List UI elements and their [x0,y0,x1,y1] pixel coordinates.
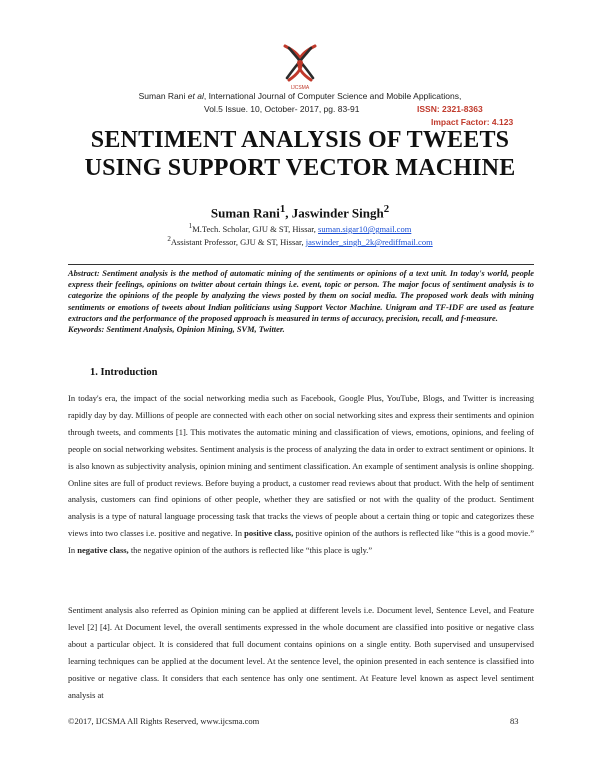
abstract-text: Sentiment analysis is the method of automatic mining of the sentiments or opinions of a text unit. In today's world, people express their feelings, opinions on twitter about certain things i.e. event, topic or person. The major focus of sentiment analysis is to categorize the opinions of the people by analyzing the views posted by them on social media. The proposed work deals with mining sentiments or emotions of tweets about Indian politicians using Support Vector Machine. Unigram and TF-IDF are used as feature extractors and the performance of the proposed approach is measured in terms of accuracy, precision, recall, and f-measure. [68,269,534,323]
author-separator: , [285,205,292,221]
paper-title [0,126,600,182]
impact-factor: Impact Factor: 4.123 [431,117,514,127]
footer-copyright: ©2017, IJCSMA All Rights Reserved, www.ijcsma.com [68,716,260,726]
title-line-2: USING SUPPORT VECTOR MACHINE [84,155,516,181]
logo-caption: IJCSMA [290,85,310,91]
journal-logo-icon [275,38,325,86]
volume-line: Vol.5 Issue. 10, October- 2017, pg. 83-91 [204,104,360,114]
p1-bold-positive: positive class, [244,528,294,539]
abstract-block [68,268,534,335]
p1-text-c: the negative opinion of the authors is reflected like “this place is ugly.” [128,545,373,556]
affiliation-2 [0,235,600,247]
affiliation-2-sup: 2 [167,235,171,243]
citation-author: Suman Rani [138,91,186,101]
section-heading-introduction: 1. Introduction [90,367,158,378]
p1-bold-negative: negative class, [77,545,129,556]
footer-page-number: 83 [510,716,519,726]
author-1-sup: 1 [279,203,286,215]
p1-text-b: positive opinion of the authors is reflected like “this is a good movie.” In [68,528,535,556]
abstract-label: Abstract: [68,269,100,278]
affiliation-1 [0,222,600,234]
affiliation-1-email-link[interactable]: suman.sigar10@gmail.com [318,223,412,234]
author-1: Suman Rani [210,205,280,221]
title-line-1: SENTIMENT ANALYSIS OF TWEETS [90,127,510,153]
citation-journal: , International Journal of Computer Science and Mobile Applications, [203,91,462,101]
keywords-label: Keywords: [68,325,105,335]
p1-text-a: In today's era, the impact of the social networking media such as Facebook, Google Plus, YouTube, Blogs, and Twitter is increasing rapidly day by day. Millions of people are connected with each other on social networking sites and express their sentiments and opinion through tweets, and comments [1]. This motivates the automatic mining and classification of views, emotions, opinions, and feeling of people on social networking websites. Sentiment analysis is the process of analyzing the data in order to extract sentiment or opinions. It is also known as subjectivity analysis, opinion mining and sentiment classification. An example of sentiment analysis is online shopping. Online sites are full of product reviews. Before buying a product, a customer read reviews about that product. With the help of sentiment analysis, customers can find opinions of other people, whether they are satisfied or not with the quality of the product. Sentiment analysis is a type of natural language processing task that tracks the views of people about a certain thing or topic and categorizes these views into two classes i.e. positive and negative. In [68,393,534,539]
affiliation-1-text: M.Tech. Scholar, GJU & ST, Hissar, [192,223,319,234]
journal-citation-line [0,91,600,101]
affiliation-2-text: Assistant Professor, GJU & ST, Hissar, [170,236,306,247]
affiliation-2-email-link[interactable]: jaswinder_singh_2k@rediffmail.com [305,236,433,247]
author-2: Jaswinder Singh [291,205,384,221]
citation-etal: et al [185,91,204,101]
keywords-text: Sentiment Analysis, Opinion Mining, SVM, Twitter. [104,325,285,335]
affiliation-1-sup: 1 [188,222,193,230]
author-2-sup: 2 [383,203,390,215]
author-list [0,203,600,221]
abstract-divider [68,264,534,265]
introduction-paragraph-2: Sentiment analysis also referred as Opinion mining can be applied at different levels i.e. Document level, Sentence Level, and Feature level [2] [4]. At Document level, the overall sentiments expressed in the whole document are classified into positive or negative class about a particular object. It is considered that full document contains opinions on a single entity. Both supervised and unsupervised learning techniques can be applied at the document level. At the sentence level, the opinion presented in each sentence is classified into positive or negative class. It considers that each sentence has only one sentiment. At Feature level known as aspect level sentiment analysis at [68,605,534,700]
issn: ISSN: 2321-8363 [417,104,483,114]
introduction-paragraph-1 [68,390,534,559]
